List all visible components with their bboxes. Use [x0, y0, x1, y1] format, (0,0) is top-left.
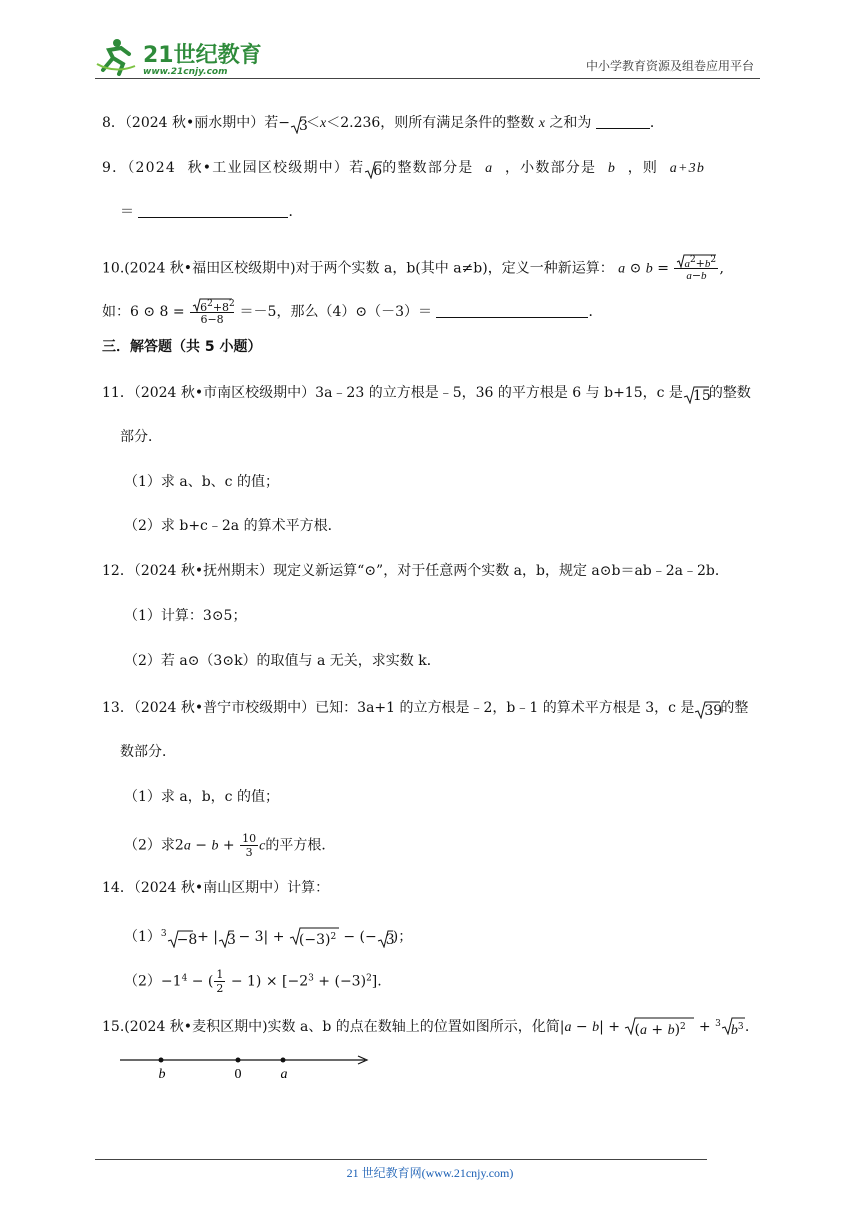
number-line [120, 1050, 380, 1090]
question-13-cont: 数部分． [120, 744, 176, 760]
question-11-part-1: （1）求 a、b、c 的值； [124, 474, 279, 490]
question-14-part-1: $(1)^3$ −8 + | 3 − 3| + $(-3)^2$ − (− 3)； [124, 929, 413, 948]
svg-text:21世纪教育: 21世纪教育 [143, 43, 262, 68]
question-12: 12．（2024 秋•抚州期末）现定义新运算“⊙”，对于任意两个实数 a，b，规定 a⊙b＝ab﹣2a﹣2b． [102, 563, 729, 579]
question-14: 14．（2024 秋•南山区期中）计算： [102, 880, 330, 896]
question-10: 10.(2024 秋•福田区校级期中)对于两个实数 a，b(其中 a≠b)，定义一种新运算： a ⊙ b = $\frac{a^2+b^2}{a-b}$ , [102, 255, 724, 282]
question-14-part-2: $(2)-1^4$ − ( $\frac{1}{2}$ − $1) \times [-2^3 + (-3)^2]$. [124, 968, 382, 995]
point-b [159, 1058, 164, 1063]
platform-name: 中小学教育资源及组卷应用平台 [585, 59, 754, 73]
label-a: a [280, 1067, 288, 1082]
section-title: 三．解答题（共 5 小题） [102, 339, 262, 355]
question-12-part-1: （1）计算：3⊙5； [124, 608, 247, 624]
page-header [95, 34, 760, 78]
footer-link[interactable]: 21 世纪教育网(www.21cnjy.com) [346, 1166, 514, 1180]
question-13: 13．（2024 秋•普宁市校级期中）已知：3a+1 的立方根是﹣2，b﹣1 的算术平方根是 3，c 是 39的整 [102, 700, 749, 719]
point-a [281, 1058, 286, 1063]
point-zero [236, 1058, 241, 1063]
answer-blank-9[interactable] [138, 204, 288, 218]
question-13-part-1: （1）求 a，b，c 的值； [124, 789, 279, 805]
answer-blank-8[interactable] [596, 115, 650, 129]
question-12-part-2: （2）若 a⊙（3⊙k）的取值与 a 无关，求实数 k． [124, 653, 441, 669]
question-11-part-2: （2）求 b+c﹣2a 的算术平方根． [124, 518, 342, 534]
question-13-part-2: （2）求2a − b + $\frac{10}{3}$ c的平方根． [124, 832, 336, 859]
header-rule [95, 78, 760, 79]
site-logo [95, 34, 265, 78]
question-11: 11．（2024 秋•市南区校级期中）3a﹣23 的立方根是﹣5，36 的平方根是 6 与 b+15，c 是 15的整数 [102, 385, 751, 404]
footer-rule [95, 1159, 707, 1160]
question-9-answer: ＝ ． [120, 204, 303, 220]
answer-blank-10[interactable] [436, 304, 588, 318]
label-zero: 0 [234, 1067, 242, 1082]
label-b: b [158, 1067, 166, 1082]
question-10-example: 如：6 ⊙ 8 = $\frac{6^2+8^2}{6-8}$ ＝－5，那么（4）⊙（－3）＝ ． [102, 299, 603, 326]
svg-text:www.21cnjy.com: www.21cnjy.com [143, 67, 228, 77]
question-9: 9．（2024 秋•工业园区校级期中）若 6的整数部分是 a ，小数部分是 b ，则 a+3b [102, 160, 706, 179]
question-15: 15.(2024 秋•麦积区期中)实数 a、b 的点在数轴上的位置如图所示，化简|a − b| + $(a + b)^2 + ^3$ $b^3$. [102, 1019, 750, 1038]
question-11-cont: 部分． [120, 429, 162, 445]
question-8: 8．（2024 秋•丽水期中）若− 3＜x＜2.236，则所有满足条件的整数 x 之和为 ． [102, 115, 664, 134]
